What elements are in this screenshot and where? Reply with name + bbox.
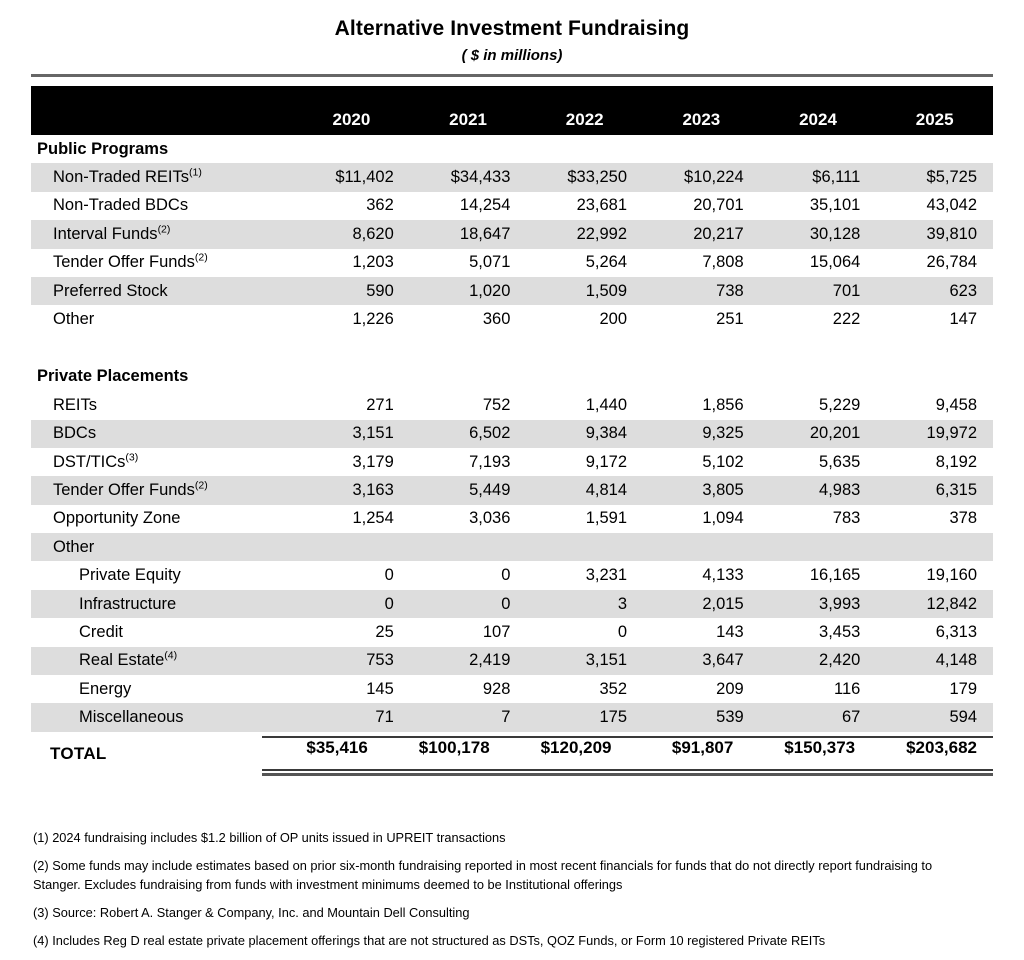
- row-label-text: Private Equity: [79, 566, 181, 585]
- row-label-text: Real Estate: [79, 651, 165, 670]
- table-row: [31, 249, 993, 277]
- row-label: [31, 647, 293, 675]
- row-value: 752: [410, 391, 527, 419]
- row-value: 5,635: [760, 448, 877, 476]
- row-value: $6,111: [760, 163, 877, 191]
- row-value: 12,842: [876, 590, 993, 618]
- row-value: 352: [526, 675, 643, 703]
- row-label-text: Opportunity Zone: [53, 509, 181, 528]
- table-row: [31, 505, 993, 533]
- row-label: [31, 391, 293, 419]
- column-header-2021: 2021: [410, 86, 527, 135]
- row-value: [760, 533, 877, 561]
- footnote-marker: (2): [194, 251, 208, 264]
- total-2022: $120,209: [540, 738, 612, 757]
- row-label-text: Other: [53, 537, 95, 556]
- row-value: [293, 533, 410, 561]
- row-value: 67: [760, 703, 877, 731]
- row-value: 22,992: [526, 220, 643, 248]
- section-heading-empty-cell: [293, 363, 410, 391]
- row-label-text: Tender Offer Funds: [53, 253, 195, 272]
- row-value: 0: [526, 618, 643, 646]
- table-row: [31, 391, 993, 419]
- row-label: [31, 703, 293, 731]
- row-value: 30,128: [760, 220, 877, 248]
- footnote-marker: (2): [194, 479, 208, 492]
- row-value: 20,201: [760, 420, 877, 448]
- total-row: [31, 733, 993, 779]
- header-label-cell: [31, 86, 293, 135]
- total-2023: $91,807: [671, 738, 734, 757]
- row-value: 7,193: [410, 448, 527, 476]
- footnote: (4) Includes Reg D real estate private placement offerings that are not structured as DSTs, QOZ Funds, or Form 10 registered Private REITs: [33, 933, 826, 948]
- row-value: 143: [643, 618, 760, 646]
- row-value: 107: [410, 618, 527, 646]
- row-value: 3,231: [526, 561, 643, 589]
- row-value: 15,064: [760, 249, 877, 277]
- section-heading-row: [31, 363, 993, 391]
- row-value: [876, 533, 993, 561]
- row-value: 6,315: [876, 476, 993, 504]
- section-heading-empty-cell: [526, 135, 643, 163]
- row-value: 19,160: [876, 561, 993, 589]
- row-value: 9,172: [526, 448, 643, 476]
- row-value: 378: [876, 505, 993, 533]
- row-value: 6,502: [410, 420, 527, 448]
- row-value: 5,102: [643, 448, 760, 476]
- total-2024: $150,373: [784, 738, 856, 757]
- row-value: 3: [526, 590, 643, 618]
- row-value: 7,808: [643, 249, 760, 277]
- footnote-marker: (4): [164, 649, 178, 662]
- footnote-marker: (3): [125, 451, 139, 464]
- section-heading-empty-cell: [760, 135, 877, 163]
- section-heading-empty-cell: [410, 363, 527, 391]
- column-header-2024: 2024: [760, 86, 877, 135]
- section-heading-empty-cell: [643, 363, 760, 391]
- row-value: [526, 533, 643, 561]
- row-label: [31, 420, 293, 448]
- row-value: 2,015: [643, 590, 760, 618]
- row-value: 3,805: [643, 476, 760, 504]
- section-heading-row: [31, 135, 993, 163]
- footnotes-block: [33, 828, 983, 959]
- row-label: [31, 590, 293, 618]
- row-value: 5,229: [760, 391, 877, 419]
- section-heading-empty-cell: [293, 135, 410, 163]
- row-value: 3,163: [293, 476, 410, 504]
- row-label-text: Tender Offer Funds: [53, 480, 195, 499]
- row-value: 3,647: [643, 647, 760, 675]
- fundraising-table: [31, 86, 993, 732]
- row-value: 360: [410, 305, 527, 333]
- title-block: [0, 0, 1024, 67]
- row-label-text: Preferred Stock: [53, 281, 168, 300]
- row-value: $10,224: [643, 163, 760, 191]
- row-value: 8,620: [293, 220, 410, 248]
- row-label-text: Non-Traded REITs: [53, 168, 190, 187]
- row-value: 20,217: [643, 220, 760, 248]
- table-row: [31, 420, 993, 448]
- row-label: [31, 192, 293, 220]
- row-label-text: Infrastructure: [79, 594, 177, 613]
- row-value: 16,165: [760, 561, 877, 589]
- row-value: 783: [760, 505, 877, 533]
- table-header-row: [31, 86, 993, 135]
- row-value: 251: [643, 305, 760, 333]
- total-2021: $100,178: [418, 738, 490, 757]
- row-value: 116: [760, 675, 877, 703]
- footnote-marker: (1): [189, 166, 202, 179]
- row-label: [31, 448, 293, 476]
- row-value: 753: [293, 647, 410, 675]
- row-value: 3,179: [293, 448, 410, 476]
- spacer-cell: [31, 334, 993, 363]
- row-value: 3,453: [760, 618, 877, 646]
- row-label: [31, 618, 293, 646]
- row-value: 362: [293, 192, 410, 220]
- row-value: 4,148: [876, 647, 993, 675]
- row-value: 175: [526, 703, 643, 731]
- row-value: 4,983: [760, 476, 877, 504]
- column-header-2022: 2022: [526, 86, 643, 135]
- row-value: $5,725: [876, 163, 993, 191]
- row-value: 3,151: [526, 647, 643, 675]
- footnote: (3) Source: Robert A. Stanger & Company, Inc. and Mountain Dell Consulting: [33, 905, 470, 920]
- row-value: 1,440: [526, 391, 643, 419]
- table-row: [31, 163, 993, 191]
- row-value: 1,856: [643, 391, 760, 419]
- row-value: 209: [643, 675, 760, 703]
- row-value: 623: [876, 277, 993, 305]
- fundraising-table-wrapper: [31, 86, 993, 732]
- total-rule-bottom-inner: [262, 769, 993, 771]
- row-label: [31, 163, 293, 191]
- row-value: 8,192: [876, 448, 993, 476]
- row-label: [31, 675, 293, 703]
- table-row: [31, 448, 993, 476]
- row-label-text: REITs: [53, 395, 98, 414]
- row-value: 23,681: [526, 192, 643, 220]
- section-heading-empty-cell: [760, 363, 877, 391]
- row-value: [410, 533, 527, 561]
- row-label-text: Miscellaneous: [79, 708, 184, 727]
- row-value: 18,647: [410, 220, 527, 248]
- section-heading-empty-cell: [876, 363, 993, 391]
- row-value: $33,250: [526, 163, 643, 191]
- row-value: $34,433: [410, 163, 527, 191]
- table-row: [31, 561, 993, 589]
- row-value: 1,591: [526, 505, 643, 533]
- row-value: 594: [876, 703, 993, 731]
- row-value: 2,420: [760, 647, 877, 675]
- row-value: 4,133: [643, 561, 760, 589]
- row-label-text: Credit: [79, 622, 124, 641]
- table-row: [31, 277, 993, 305]
- row-value: 179: [876, 675, 993, 703]
- row-value: 2,419: [410, 647, 527, 675]
- footnote: (2) Some funds may include estimates based on prior six-month fundraising reported in most recent financials for funds that do not directly report fundraising to Stanger. Excludes fundraising from funds with investment minimums deemed to be Institutional offerings: [33, 858, 933, 892]
- row-value: 39,810: [876, 220, 993, 248]
- row-value: 35,101: [760, 192, 877, 220]
- section-heading-empty-cell: [410, 135, 527, 163]
- row-value: $11,402: [293, 163, 410, 191]
- column-header-2020: 2020: [293, 86, 410, 135]
- table-row: [31, 590, 993, 618]
- row-value: 147: [876, 305, 993, 333]
- row-value: 145: [293, 675, 410, 703]
- total-values-table: [262, 733, 993, 763]
- column-header-2025: 2025: [876, 86, 993, 135]
- row-value: 5,264: [526, 249, 643, 277]
- row-value: 1,254: [293, 505, 410, 533]
- row-value: 3,993: [760, 590, 877, 618]
- column-header-2023: 2023: [643, 86, 760, 135]
- row-value: 1,509: [526, 277, 643, 305]
- row-value: 1,226: [293, 305, 410, 333]
- row-label-text: Interval Funds: [53, 224, 158, 243]
- row-value: 590: [293, 277, 410, 305]
- row-value: 3,036: [410, 505, 527, 533]
- row-value: 271: [293, 391, 410, 419]
- row-value: 539: [643, 703, 760, 731]
- row-value: 19,972: [876, 420, 993, 448]
- row-label-text: BDCs: [53, 424, 97, 443]
- row-value: 222: [760, 305, 877, 333]
- row-value: 928: [410, 675, 527, 703]
- row-value: 6,313: [876, 618, 993, 646]
- table-row: [31, 618, 993, 646]
- footnote: (1) 2024 fundraising includes $1.2 billion of OP units issued in UPREIT transactions: [33, 830, 506, 845]
- table-row: [31, 647, 993, 675]
- row-value: 738: [643, 277, 760, 305]
- row-value: 20,701: [643, 192, 760, 220]
- row-value: 5,449: [410, 476, 527, 504]
- page-title: Alternative Investment Fundraising: [334, 17, 690, 40]
- table-row: [31, 305, 993, 333]
- row-value: 26,784: [876, 249, 993, 277]
- title-divider-rule: [31, 74, 993, 77]
- row-label: [31, 533, 293, 561]
- row-value: 1,203: [293, 249, 410, 277]
- section-heading-label: Public Programs: [31, 135, 293, 163]
- section-spacer: [31, 334, 993, 363]
- table-row: [31, 192, 993, 220]
- row-value: 701: [760, 277, 877, 305]
- section-heading-label: Private Placements: [31, 363, 293, 391]
- table-row: [31, 703, 993, 731]
- row-value: 1,094: [643, 505, 760, 533]
- row-value: 71: [293, 703, 410, 731]
- row-label: [31, 561, 293, 589]
- row-label: [31, 249, 293, 277]
- row-value: 43,042: [876, 192, 993, 220]
- table-row: [31, 220, 993, 248]
- row-value: 9,325: [643, 420, 760, 448]
- row-label: [31, 220, 293, 248]
- section-heading-empty-cell: [643, 135, 760, 163]
- row-label: [31, 476, 293, 504]
- row-label-text: DST/TICs: [53, 452, 126, 471]
- row-value: 14,254: [410, 192, 527, 220]
- section-heading-empty-cell: [526, 363, 643, 391]
- section-heading-empty-cell: [876, 135, 993, 163]
- row-value: 200: [526, 305, 643, 333]
- row-value: 9,384: [526, 420, 643, 448]
- row-value: 0: [410, 561, 527, 589]
- row-value: 5,071: [410, 249, 527, 277]
- table-row: [31, 533, 993, 561]
- row-value: 9,458: [876, 391, 993, 419]
- total-values-row: [262, 733, 993, 763]
- footnote-marker: (2): [157, 223, 171, 236]
- table-row: [31, 675, 993, 703]
- row-label: [31, 505, 293, 533]
- row-value: 0: [293, 590, 410, 618]
- row-label: [31, 305, 293, 333]
- total-rule-bottom-outer: [262, 773, 993, 776]
- row-value: 7: [410, 703, 527, 731]
- row-value: 4,814: [526, 476, 643, 504]
- row-value: [643, 533, 760, 561]
- table-row: [31, 476, 993, 504]
- row-label-text: Non-Traded BDCs: [53, 196, 189, 215]
- page-subtitle: ( $ in millions): [461, 47, 563, 64]
- total-label: TOTAL: [50, 744, 107, 763]
- row-label-text: Other: [53, 310, 95, 329]
- row-value: 3,151: [293, 420, 410, 448]
- row-label: [31, 277, 293, 305]
- row-label-text: Energy: [79, 679, 132, 698]
- total-2025: $203,682: [906, 738, 977, 757]
- row-value: 25: [293, 618, 410, 646]
- total-2020: $35,416: [306, 738, 368, 757]
- row-value: 0: [410, 590, 527, 618]
- row-value: 1,020: [410, 277, 527, 305]
- row-value: 0: [293, 561, 410, 589]
- table-body: [31, 135, 993, 732]
